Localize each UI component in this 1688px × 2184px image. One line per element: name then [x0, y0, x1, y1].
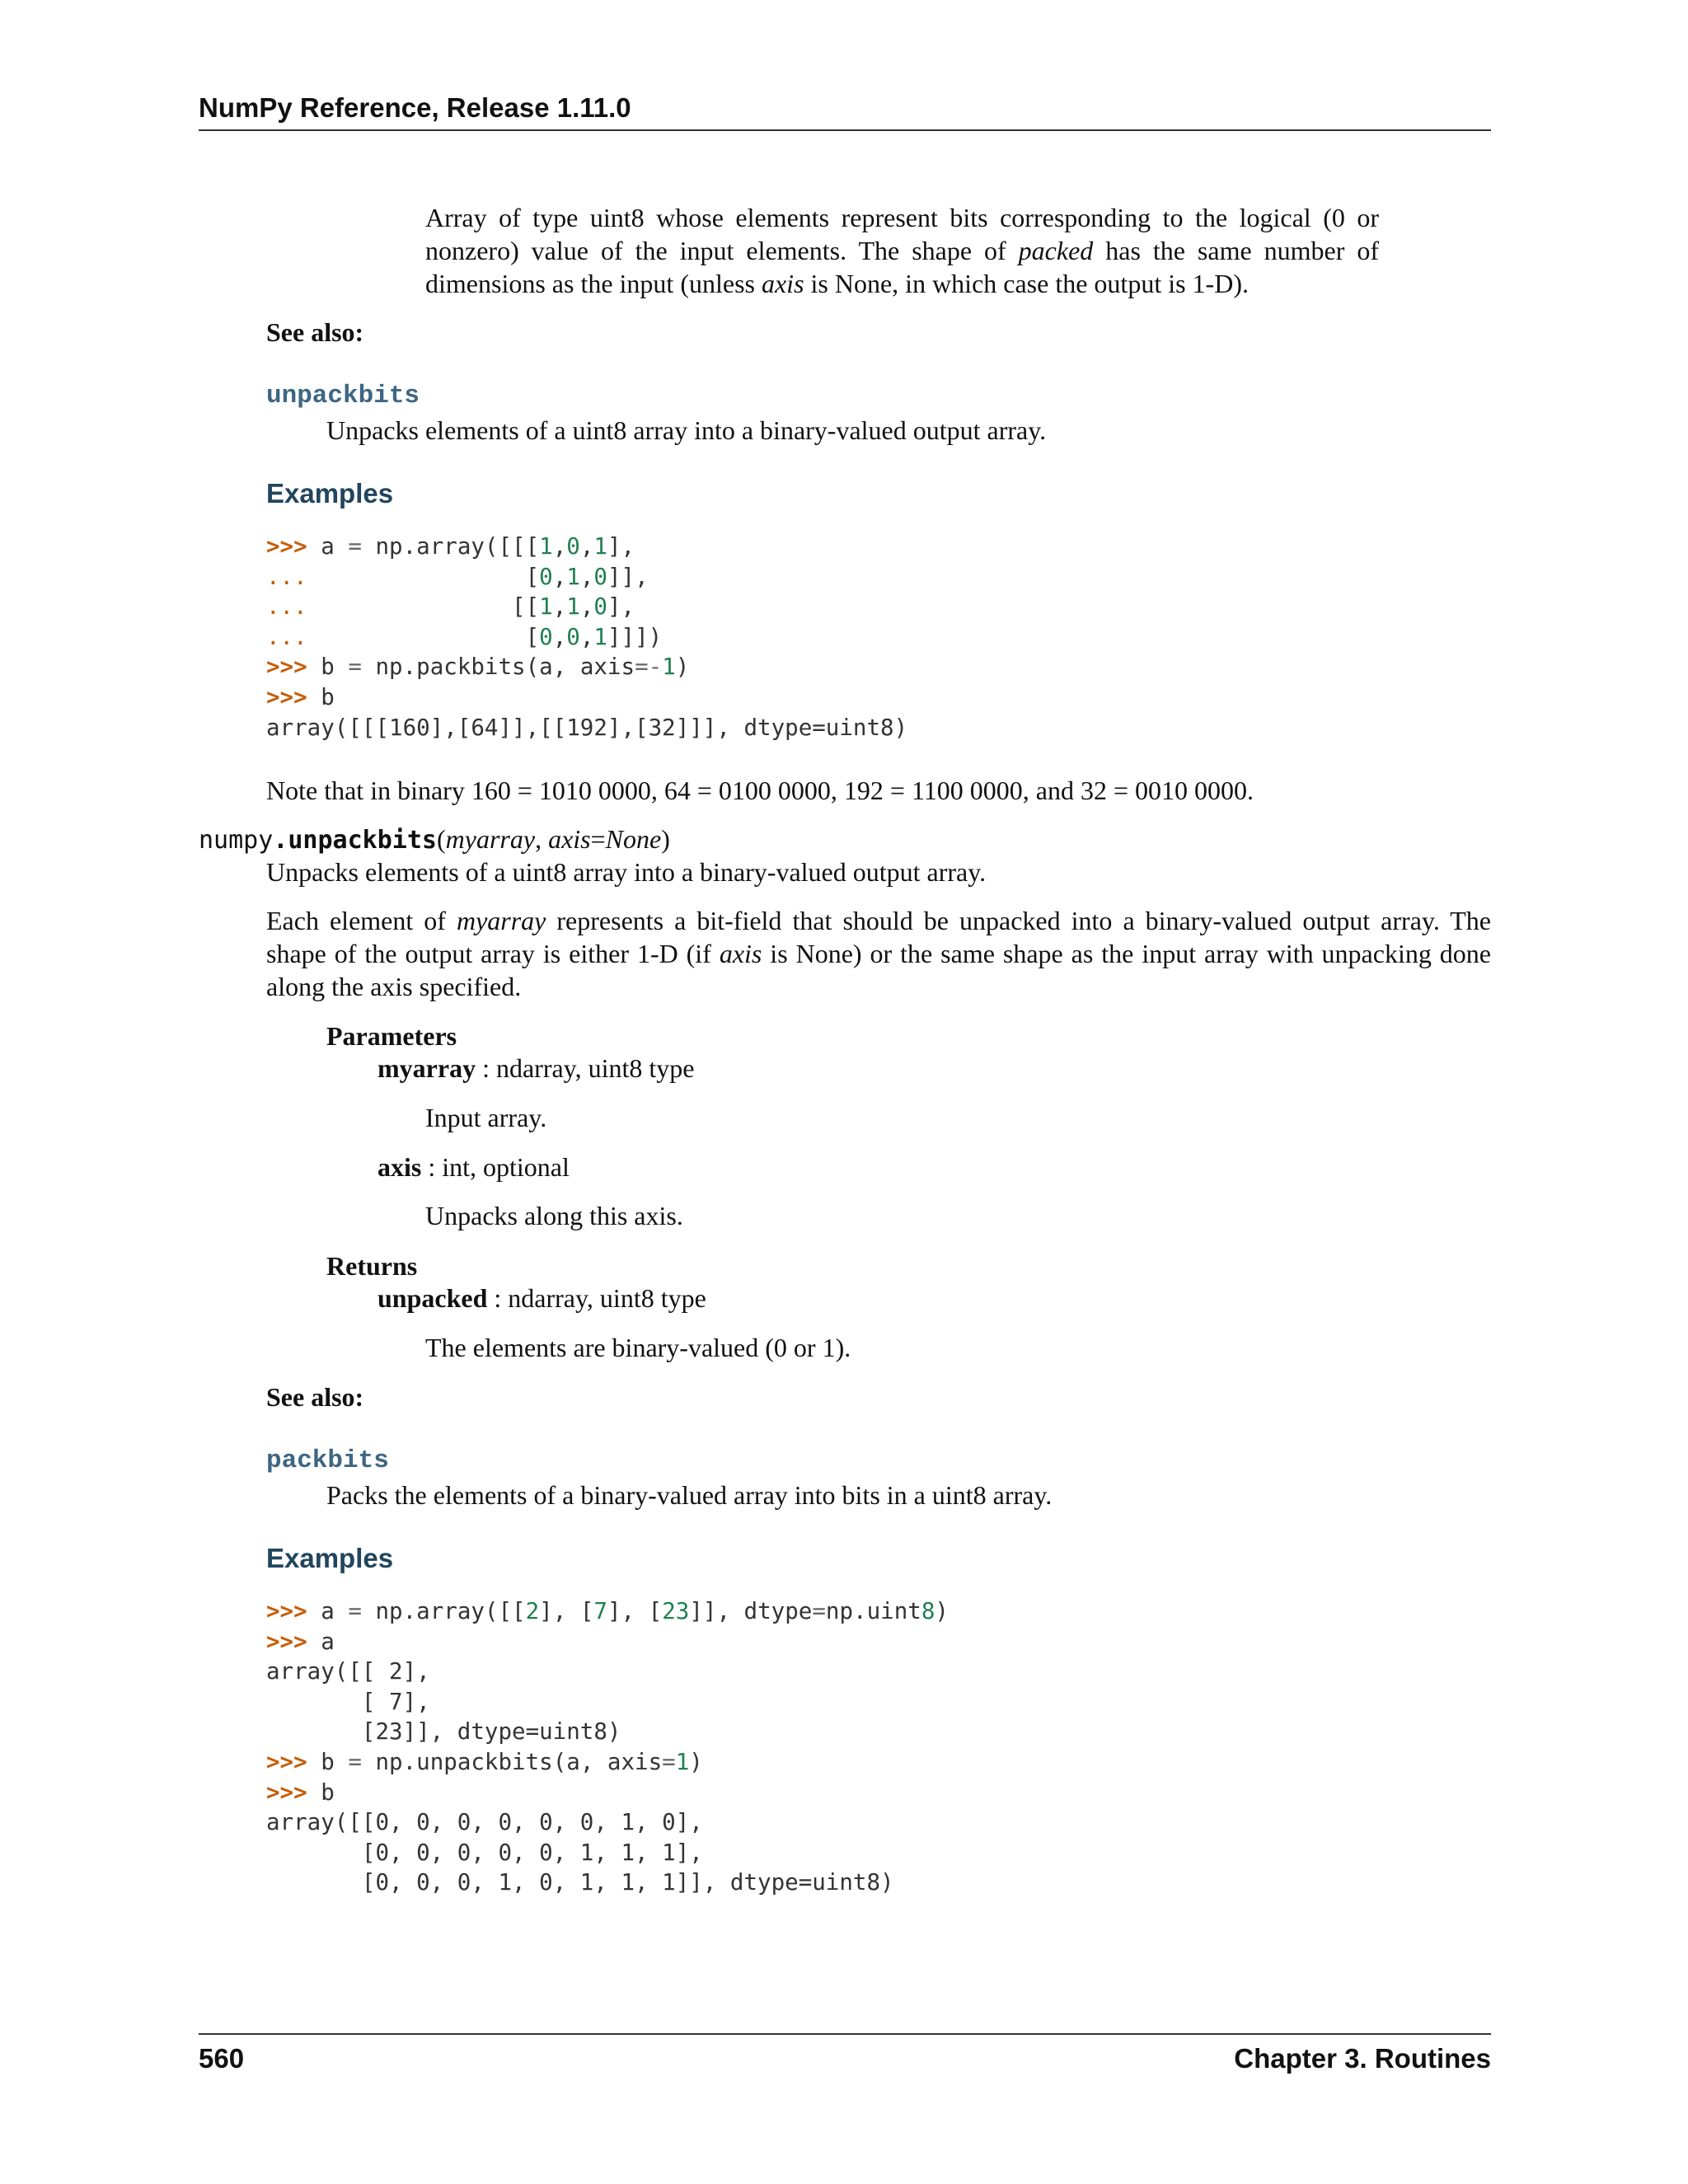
see-also-title-2: See also: — [266, 1382, 364, 1412]
param-myarray-desc: Input array. — [425, 1103, 547, 1132]
unpackbits-link[interactable]: unpackbits — [266, 382, 420, 410]
prompt: >>> — [266, 654, 307, 681]
param-name: axis — [377, 1152, 422, 1182]
text: represents a bit-field that should be unpacked into a binary-valued output array. The — [546, 906, 1492, 935]
page-number: 560 — [199, 2043, 245, 2074]
param-axis-desc: Unpacks along this axis. — [425, 1201, 683, 1230]
code-line — [266, 1598, 949, 1624]
desc-line-3: along the axis specified. — [266, 972, 522, 1001]
packbits-link[interactable]: packbits — [266, 1446, 389, 1475]
paren: ) — [661, 824, 670, 854]
continuation: ... — [266, 563, 307, 590]
text: has the same number of — [1093, 236, 1380, 265]
param-myarray-entry — [377, 1052, 694, 1085]
emphasis-packed: packed — [1018, 236, 1094, 265]
prompt: >>> — [266, 683, 307, 710]
code-block-unpackbits — [266, 1596, 949, 1898]
code-block-packbits — [266, 532, 907, 743]
return-unpacked-desc: The elements are binary-valued (0 or 1). — [425, 1333, 851, 1362]
code-text: [0,1,0]], — [321, 563, 649, 590]
code-text: a = np.array([[[1,0,1], — [321, 533, 635, 560]
returns-title: Returns — [326, 1251, 418, 1281]
code-line — [266, 1629, 335, 1655]
text: shape of the output array is either 1-D (if — [266, 939, 720, 968]
returns-line-2 — [425, 234, 1379, 267]
code-output: array([[[160],[64]],[[192],[32]]], dtype=uint8) — [266, 714, 908, 741]
continuation: ... — [266, 623, 307, 650]
function-name: .unpackbits — [273, 826, 437, 855]
param-myarray: myarray — [445, 824, 536, 854]
examples-heading-2: Examples — [266, 1543, 394, 1573]
text: dimensions as the input (unless — [425, 269, 762, 298]
return-type: : ndarray, uint8 type — [487, 1283, 706, 1313]
code-line — [266, 593, 635, 620]
emphasis-myarray: myarray — [456, 906, 546, 935]
module-name: numpy — [199, 826, 274, 855]
code-text: a — [321, 1628, 335, 1655]
returns-line-3 — [425, 267, 1379, 300]
text: is None) or the same shape as the input array with unpacking done — [762, 939, 1492, 968]
prompt: >>> — [266, 1598, 307, 1624]
param-type: : ndarray, uint8 type — [476, 1053, 695, 1083]
param-axis: axis — [548, 824, 591, 854]
emphasis-axis: axis — [719, 939, 762, 968]
param-type: : int, optional — [421, 1152, 570, 1182]
code-line — [266, 564, 649, 590]
desc-line-2 — [266, 937, 1491, 970]
code-text: a = np.array([[2], [7], [23]], dtype=np.uint8) — [321, 1598, 949, 1624]
code-text: b = np.packbits(a, axis=-1) — [321, 654, 690, 681]
emphasis-axis: axis — [761, 269, 804, 298]
code-output: array([[ 2], — [266, 1658, 430, 1685]
returns-line-1: Array of type uint8 whose elements represent bits corresponding to the logical (0 or — [425, 203, 1379, 232]
code-text: [0,0,1]]]) — [321, 623, 663, 650]
code-output: [ 7], — [266, 1688, 430, 1715]
function-summary: Unpacks elements of a uint8 array into a binary-valued output array. — [266, 857, 987, 887]
code-line — [266, 533, 635, 560]
header-rule — [199, 129, 1491, 131]
code-output: [0, 0, 0, 0, 0, 1, 1, 1], — [266, 1839, 703, 1866]
running-header: NumPy Reference, Release 1.11.0 — [199, 92, 631, 123]
binary-note: Note that in binary 160 = 1010 0000, 64 = 0100 0000, 192 = 1100 0000, and 32 = 0010 0000. — [266, 776, 1254, 805]
footer-rule — [199, 2033, 1491, 2035]
see-also-description: Unpacks elements of a uint8 array into a binary-valued output array. — [326, 415, 1047, 445]
text: is None, in which case the output is 1-D). — [804, 269, 1249, 298]
see-also-title: See also: — [266, 317, 364, 347]
code-output: [23]], dtype=uint8) — [266, 1718, 621, 1746]
code-output: [0, 0, 0, 1, 0, 1, 1, 1]], dtype=uint8) — [266, 1869, 894, 1896]
packbits-returns-description — [425, 201, 1379, 300]
code-line — [266, 624, 662, 650]
examples-heading: Examples — [266, 478, 394, 509]
param-name: myarray — [377, 1053, 476, 1083]
code-text: b — [321, 1779, 335, 1806]
code-line — [266, 1749, 703, 1775]
prompt: >>> — [266, 1628, 307, 1655]
see-also-description-2: Packs the elements of a binary-valued array into bits in a uint8 array. — [326, 1480, 1053, 1510]
text: Each element of — [266, 906, 457, 935]
desc-line-1 — [266, 904, 1491, 937]
param-default: None — [605, 824, 662, 854]
function-description — [266, 904, 1491, 1003]
function-signature — [199, 824, 670, 855]
text: nonzero) value of the input elements. The shape of — [425, 236, 1019, 265]
code-line — [266, 684, 335, 710]
return-unpacked-entry — [377, 1282, 706, 1315]
equals: = — [590, 824, 606, 854]
prompt: >>> — [266, 1748, 307, 1775]
continuation: ... — [266, 593, 307, 621]
prompt: >>> — [266, 1779, 307, 1806]
code-line — [266, 1779, 335, 1806]
code-text: [[1,1,0], — [321, 593, 635, 621]
param-axis-entry — [377, 1151, 570, 1183]
prompt: >>> — [266, 533, 307, 560]
code-text: b — [321, 683, 335, 710]
parameters-title: Parameters — [326, 1021, 457, 1051]
return-name: unpacked — [377, 1283, 488, 1313]
paren: ( — [437, 824, 446, 854]
chapter-title: Chapter 3. Routines — [1234, 2043, 1491, 2074]
code-output: array([[0, 0, 0, 0, 0, 0, 1, 0], — [266, 1809, 703, 1836]
comma: , — [535, 824, 549, 854]
code-line — [266, 654, 689, 680]
code-text: b = np.unpackbits(a, axis=1) — [321, 1748, 703, 1775]
